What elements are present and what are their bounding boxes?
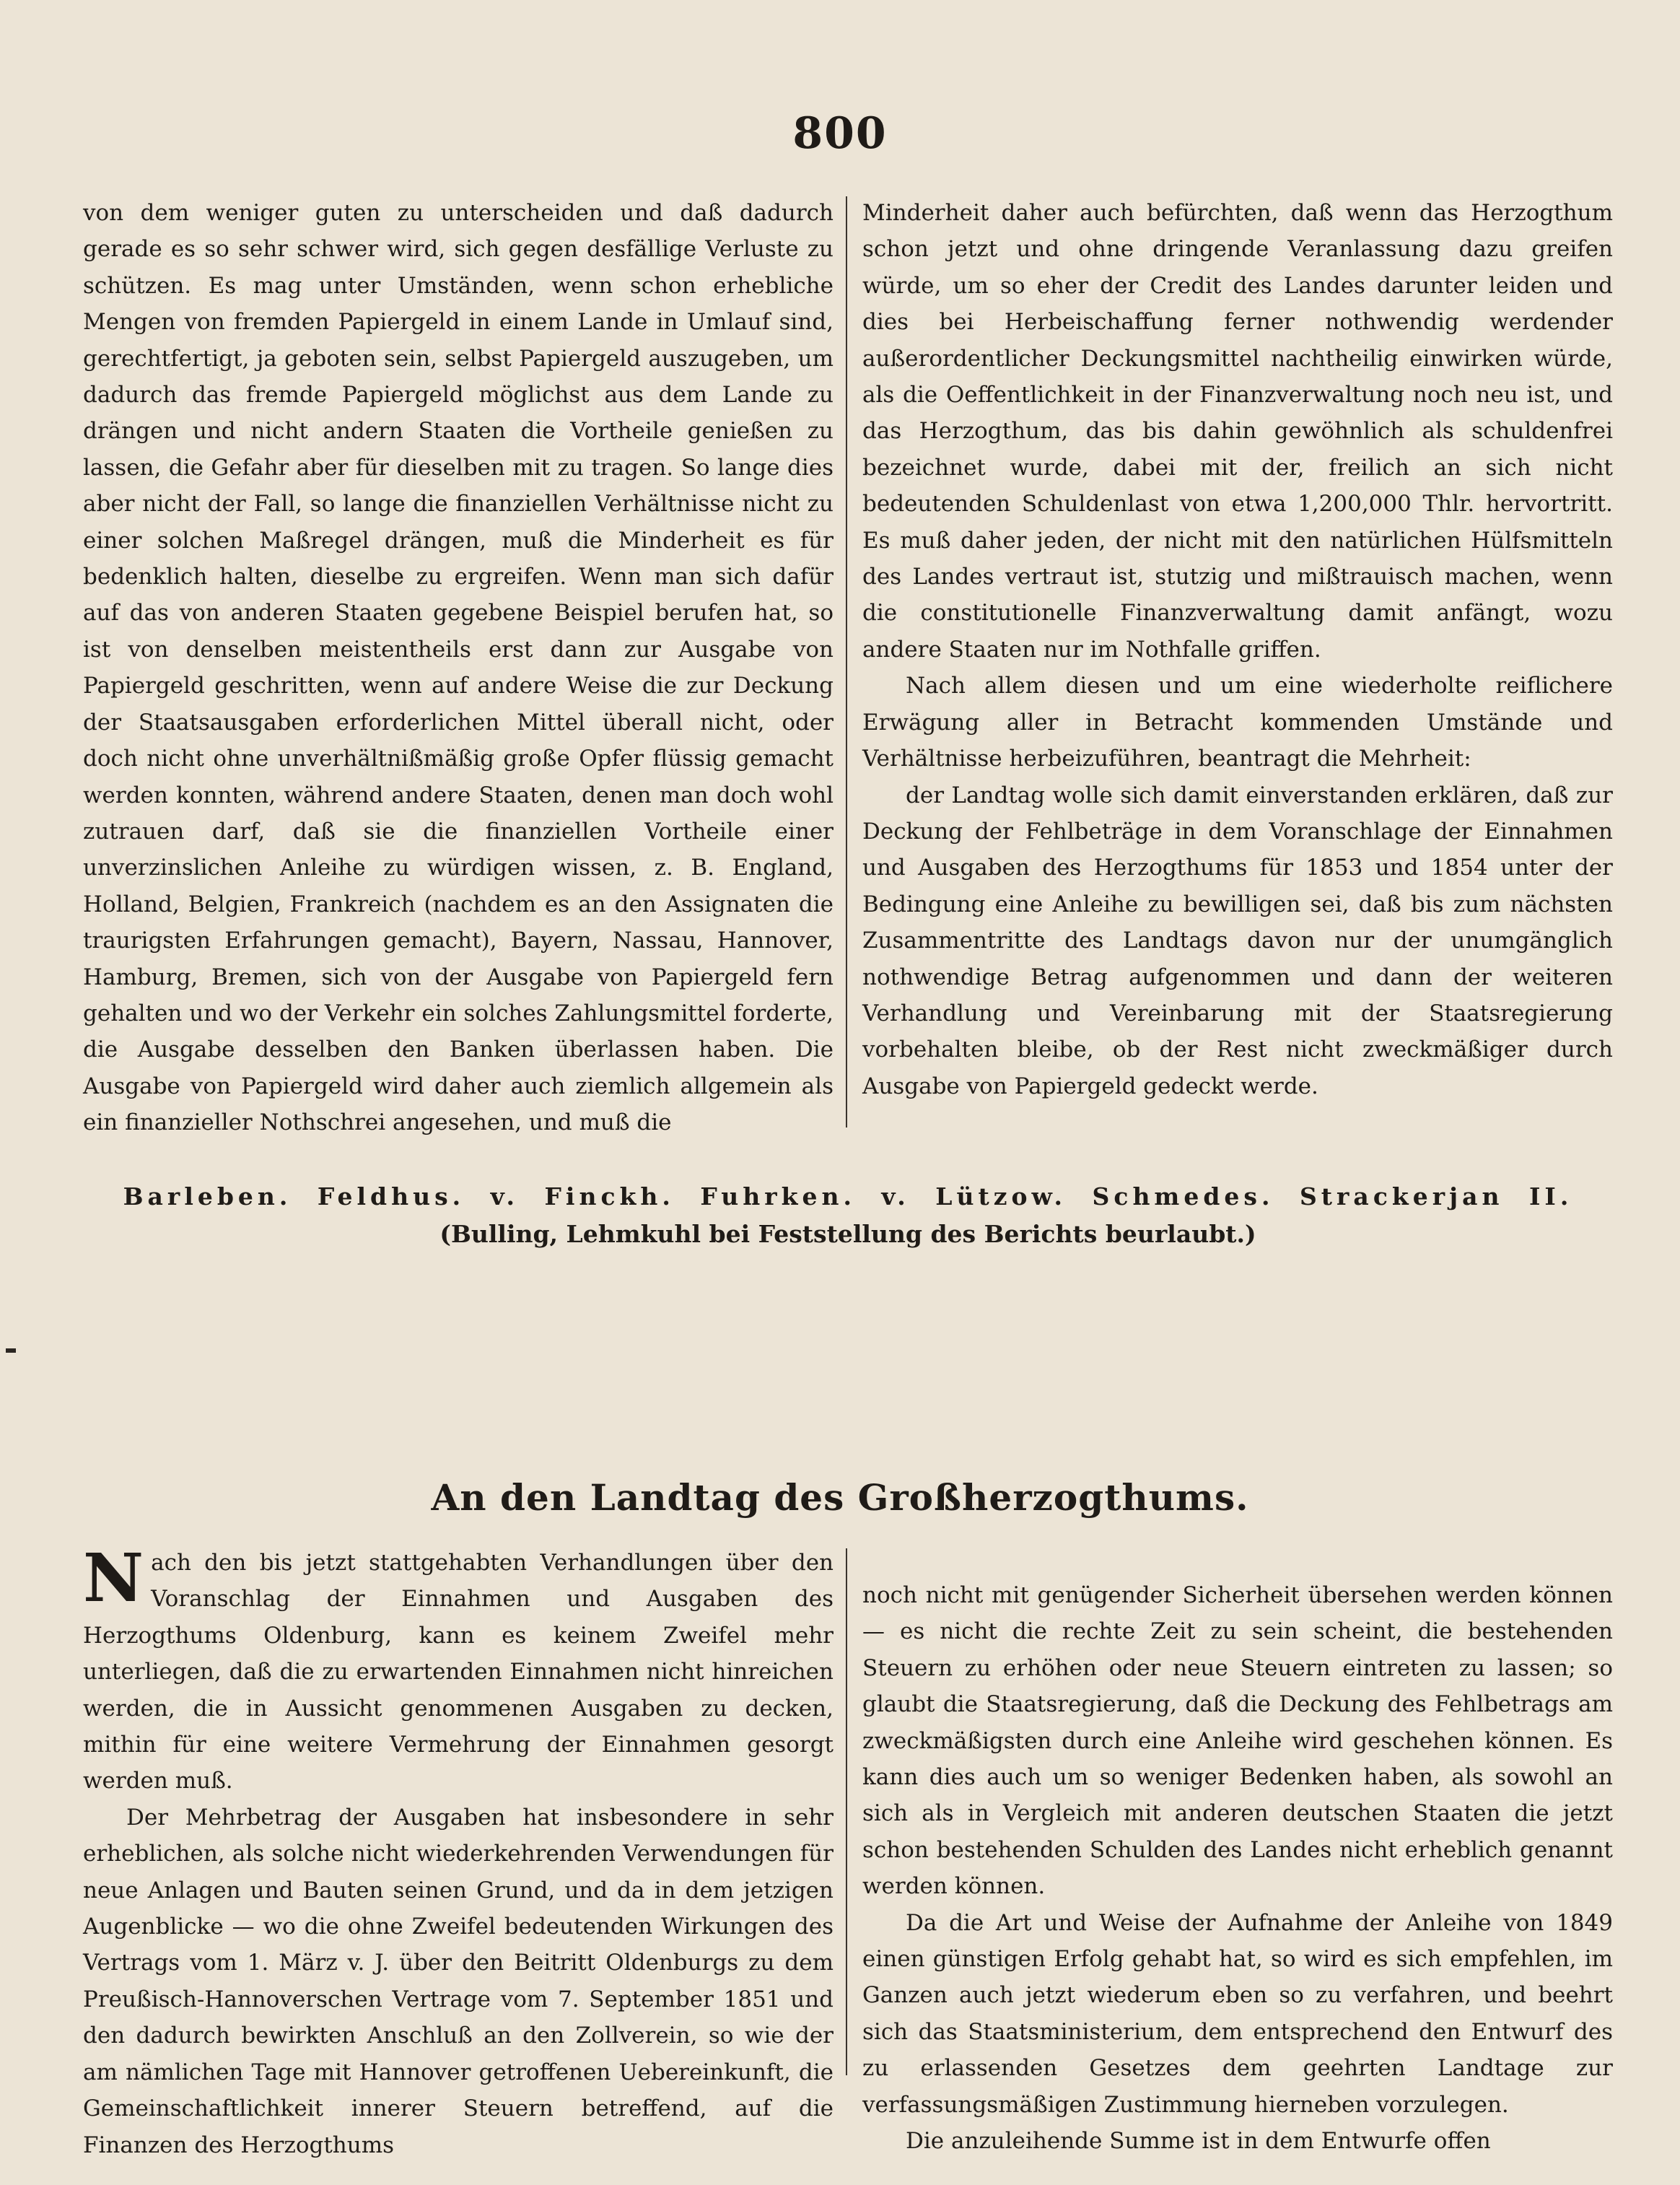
page-number: 800 (792, 108, 888, 159)
signature-note: (Bulling, Lehmkuhl bei Feststellung des Berichts beurlaubt.) (439, 1220, 1256, 1248)
bottom-right-column (862, 1577, 1613, 2160)
motion-paragraph: der Landtag wolle sich damit einverstanden erklären, daß zur Deckung der Fehlbeträge in dem Voranschlage der Einnahmen und Ausgaben des Herzogthums für 1853 und 1854 unter der Bedingung eine Anleihe zu bewilligen sei, daß bis zum nächsten Zusammentritte des Landtags davon nur der unumgänglich nothwendige Betrag aufgenommen und dann der weiteren Verhandlung und Vereinbarung mit der Staatsregierung vorbehalten bleibe, ob der Rest nicht zweckmäßiger durch Ausgabe von Papiergeld gedeckt werde. (862, 782, 1613, 1099)
paragraph: von dem weniger guten zu unterscheiden und daß dadurch gerade es so sehr schwer wird, sich gegen desfällige Verluste zu schützen. Es mag unter Umständen, wenn schon erhebliche Mengen von fremden Papiergeld in einem Lande in Umlauf sind, gerechtfertigt, ja geboten sein, selbst Papiergeld auszugeben, um dadurch das fremde Papiergeld möglichst aus dem Lande zu drängen und nicht andern Staaten die Vortheile genießen zu lassen, die Gefahr aber für dieselben mit zu tragen. So lange dies aber nicht der Fall, so lange die finanziellen Verhältnisse nicht zu einer solchen Maßregel drängen, muß die Minderheit es für bedenklich halten, dieselbe zu ergreifen. Wenn man sich dafür auf das von anderen Staaten gegebene Beispiel berufen hat, so ist von denselben meistentheils erst dann zur Ausgabe von Papiergeld geschritten, wenn auf andere Weise die zur Deckung der Staatsausgaben erforderlichen Mittel überall nicht, oder doch nicht ohne unverhältnißmäßig große Opfer flüssig gemacht werden konnten, während andere Staaten, denen man doch wohl zutrauen darf, daß sie die finanziellen Vortheile einer unverzinslichen Anleihe zu würdigen wissen, z. B. England, Holland, Belgien, Frankreich (nachdem es an den Assignaten die traurigsten Erfahrungen gemacht), Bayern, Nassau, Hannover, Hamburg, Bremen, sich von der Ausgabe von Papiergeld fern gehalten und wo der Verkehr ein solches Zahlungsmittel forderte, die Ausgabe desselben den Banken überlassen haben. Die Ausgabe von Papiergeld wird daher auch ziemlich allgemein als ein finanzieller Nothschrei angesehen, und muß die (83, 200, 834, 1136)
column-divider-bottom (846, 1548, 847, 2075)
signatures-block (83, 1178, 1613, 1253)
bottom-left-column (83, 1539, 834, 2163)
column-divider-top (846, 196, 847, 1128)
top-left-column (83, 195, 834, 1141)
top-right-column (862, 195, 1613, 1104)
margin-mark (6, 1348, 16, 1353)
paragraph (83, 1539, 834, 1800)
paragraph: Die anzuleihende Summe ist in dem Entwurfe offen (906, 2128, 1491, 2155)
paragraph-text: ach den bis jetzt stattgehabten Verhandlungen über den Voranschlag der Einnahmen und Ausgaben des Herzogthums Oldenburg, kann es keinem Zweifel mehr unterliegen, daß die zu erwartenden Einnahmen nicht hinreichen werden, die in Aussicht genommenen Ausgaben zu decken, mithin für eine weitere Vermehrung der Einnahmen gesorgt werden muß. (83, 1550, 834, 1794)
paragraph: Nach allem diesen und um eine wiederholte reiflichere Erwägung aller in Betracht kommenden Umstände und Verhältnisse herbeizuführen, beantragt die Mehrheit: (862, 673, 1613, 772)
drop-cap: N (83, 1539, 144, 1617)
paragraph: Der Mehrbetrag der Ausgaben hat insbesondere in sehr erheblichen, als solche nicht wiederkehrenden Verwendungen für neue Anlagen und Bauten seinen Grund, und da in dem jetzigen Augenblicke — wo die ohne Zweifel bedeutenden Wirkungen des Vertrags vom 1. März v. J. über den Beitritt Oldenburgs zu dem Preußisch-Hannoverschen Vertrage vom 7. September 1851 und den dadurch bewirkten Anschluß an den Zollverein, so wie der am nämlichen Tage mit Hannover getroffenen Uebereinkunft, die Gemeinschaftlichkeit innerer Steuern betreffend, auf die Finanzen des Herzogthums (83, 1804, 834, 2158)
paragraph: Minderheit daher auch befürchten, daß wenn das Herzogthum schon jetzt und ohne dringende Veranlassung dazu greifen würde, um so eher der Credit des Landes darunter leiden und dies bei Herbeischaffung ferner nothwendig werdender außerordentlicher Deckungsmittel nachtheilig einwirken würde, als die Oeffentlichkeit in der Finanzverwaltung noch neu ist, und das Herzogthum, das bis dahin gewöhnlich als schuldenfrei bezeichnet wurde, dabei mit der, freilich an sich nicht bedeutenden Schuldenlast von etwa 1,200,000 Thlr. hervortritt. Es muß daher jeden, der nicht mit den natürlichen Hülfsmitteln des Landes vertraut ist, stutzig und mißtrauisch machen, wenn die constitutionelle Finanzverwaltung damit anfängt, wozu andere Staaten nur im Nothfalle griffen. (862, 200, 1613, 663)
paragraph: Da die Art und Weise der Aufnahme der Anleihe von 1849 einen günstigen Erfolg gehabt hat, so wird es sich empfehlen, im Ganzen auch jetzt wiederum eben so zu verfahren, und beehrt sich das Staatsministerium, dem entsprechend den Entwurf des zu erlassenden Gesetzes dem geehrten Landtage zur verfassungsmäßigen Zustimmung hierneben vorzulegen. (862, 1909, 1613, 2118)
paragraph: noch nicht mit genügender Sicherheit übersehen werden können — es nicht die rechte Zeit zu sein scheint, die bestehenden Steuern zu erhöhen oder neue Steuern eintreten zu lassen; so glaubt die Staatsregierung, daß die Deckung des Fehlbetrags am zweckmäßigsten durch eine Anleihe wird geschehen können. Es kann dies auch um so weniger Bedenken haben, als sowohl an sich als in Vergleich mit anderen deutschen Staaten die jetzt schon bestehenden Schulden des Landes nicht erheblich genannt werden können. (862, 1582, 1613, 1900)
signature-names: Barleben. Feldhus. v. Finckh. Fuhrken. v. Lützow. Schmedes. Strackerjan II. (123, 1182, 1573, 1211)
section-title: An den Landtag des Großherzogthums. (431, 1476, 1249, 1519)
